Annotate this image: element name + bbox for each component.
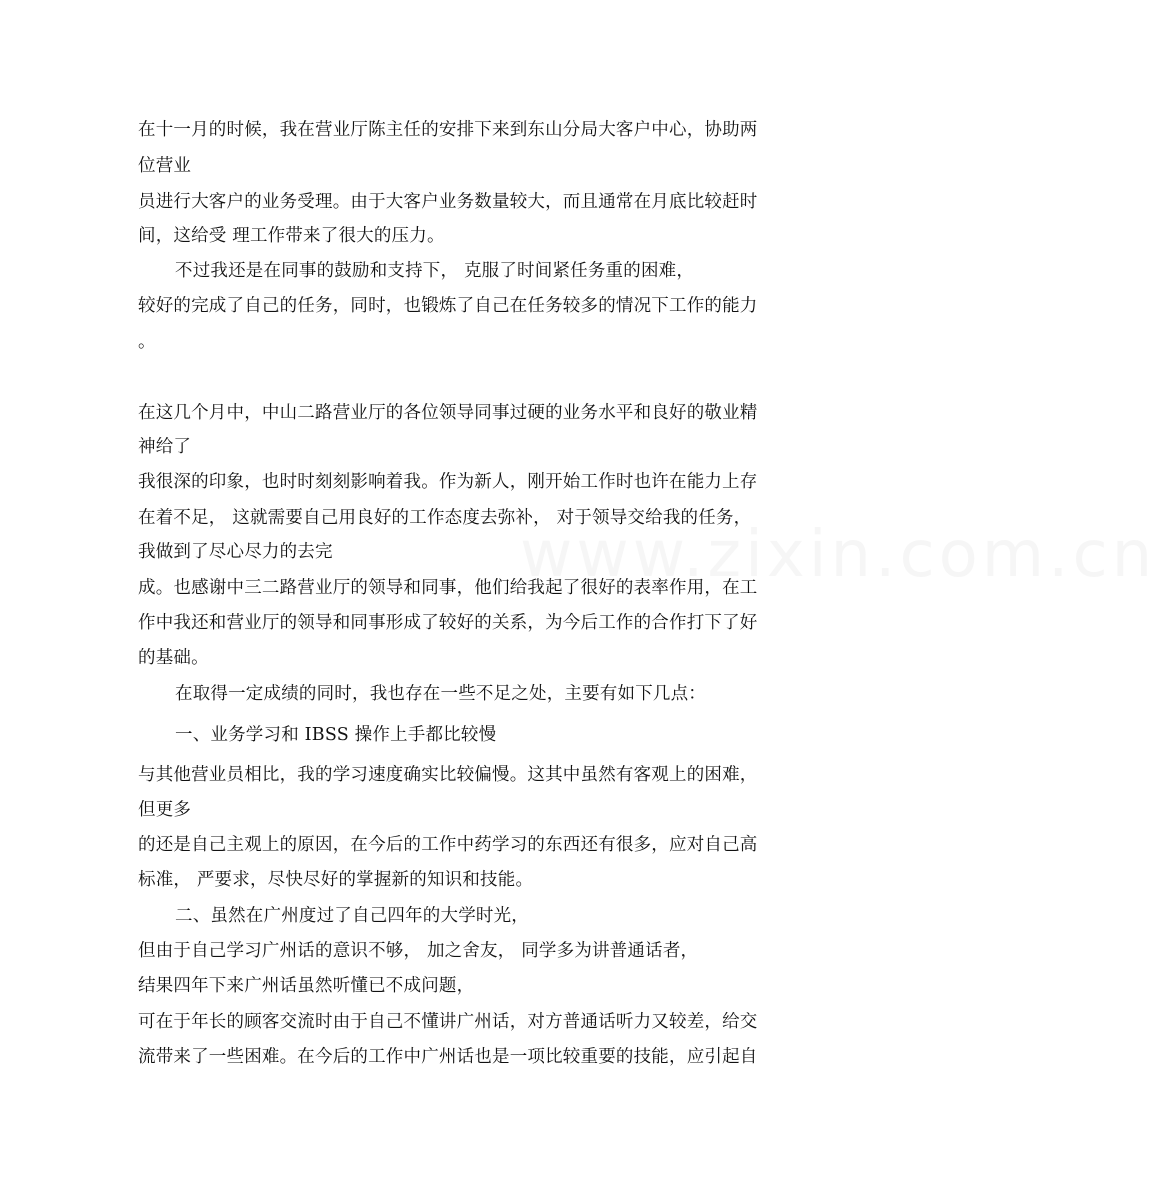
text-line: 间，这给受 理工作带来了很大的压力。 — [138, 226, 445, 246]
watermark: www.zixin.com.cn — [520, 518, 1156, 592]
text-line: 但由于自己学习广州话的意识不够， 加之舍友， 同学多为讲普通话者， — [138, 941, 699, 961]
text-line: 流带来了一些困难。在今后的工作中广州话也是一项比较重要的技能，应引起自 — [138, 1047, 758, 1067]
text-line: 员进行大客户的业务受理。由于大客户业务数量较大，而且通常在月底比较赶时 — [138, 192, 758, 212]
text-line: 神给了 — [138, 437, 192, 457]
text-line: 与其他营业员相比，我的学习速度确实比较偏慢。这其中虽然有客观上的困难， — [138, 765, 758, 785]
text-line: 标准， 严要求，尽快尽好的掌握新的知识和技能。 — [138, 870, 534, 890]
text-line: 位营业 — [138, 156, 192, 176]
text-line: 的还是自己主观上的原因，在今后的工作中药学习的东西还有很多，应对自己高 — [138, 835, 758, 855]
text-line: 在十一月的时候，我在营业厅陈主任的安排下来到东山分局大客户中心，协助两 — [138, 120, 758, 140]
text-line: 的基础。 — [138, 648, 209, 668]
text-line: 成。也感谢中三二路营业厅的领导和同事，他们给我起了很好的表率作用，在工 — [138, 578, 758, 598]
text-line: 在取得一定成绩的同时，我也存在一些不足之处，主要有如下几点： — [175, 684, 706, 704]
text-line: 二、虽然在广州度过了自己四年的大学时光， — [175, 906, 529, 926]
text-line: 不过我还是在同事的鼓励和支持下， 克服了时间紧任务重的困难， — [175, 261, 695, 281]
text-line: 作中我还和营业厅的领导和同事形成了较好的关系，为今后工作的合作打下了好 — [138, 613, 758, 633]
text-line: 我做到了尽心尽力的去完 — [138, 542, 333, 562]
text-line: 我很深的印象，也时时刻刻影响着我。作为新人，刚开始工作时也许在能力上存 — [138, 472, 758, 492]
text-line: 结果四年下来广州话虽然听懂已不成问题， — [138, 976, 475, 996]
text-line: 可在于年长的顾客交流时由于自己不懂讲广州话，对方普通话听力又较差，给交 — [138, 1012, 758, 1032]
text-line: 。 — [138, 332, 156, 352]
text-line: 一、业务学习和 IBSS 操作上手都比较慢 — [175, 725, 497, 745]
text-line: 但更多 — [138, 800, 192, 820]
text-line: 在这几个月中，中山二路营业厅的各位领导同事过硬的业务水平和良好的敬业精 — [138, 403, 758, 423]
text-line: 在着不足， 这就需要自己用良好的工作态度去弥补， 对于领导交给我的任务， — [138, 508, 752, 528]
text-line: 较好的完成了自己的任务，同时，也锻炼了自己在任务较多的情况下工作的能力 — [138, 296, 758, 316]
